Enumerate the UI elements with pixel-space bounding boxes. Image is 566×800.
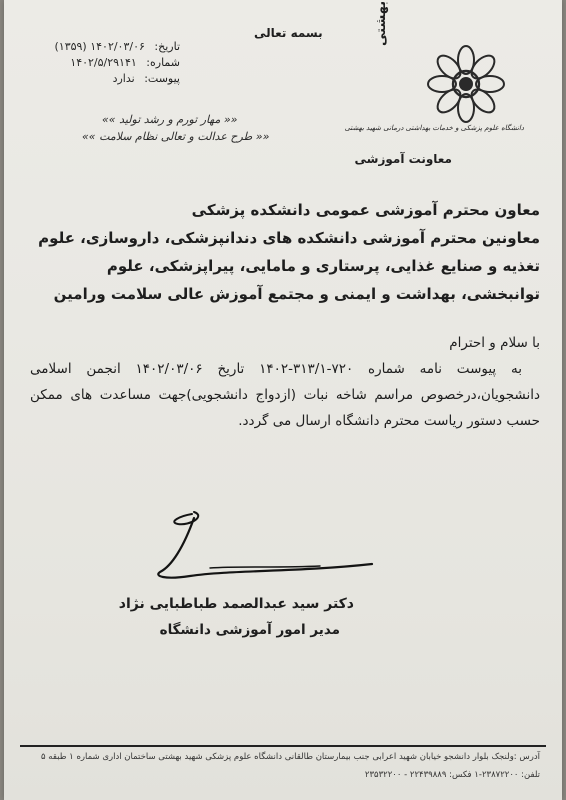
body-paragraph: به پیوست نامه شماره ۷۲۰-۳۱۳/۱-۱۴۰۲ تاریخ ۱۴۰۲/۰۳/۰۶ انجمن اسلامی دانشجویان،درخصوص مراسم شاخه نبات (ازدواج دانشجویی)جهت مساعدت های ممکن حسب دستور ریاست محترم دانشگاه ارسال می گردد.	[30, 361, 540, 429]
addressee-line: معاون محترم آموزشی عمومی دانشکده پزشکی	[191, 201, 540, 219]
slogan-inflation: «« مهار تورم و رشد تولید »»	[102, 113, 238, 126]
basmala: بسمه تعالی	[254, 26, 323, 40]
attachment-row	[30, 72, 180, 85]
university-name: دانشگاه علوم پزشکی و خدمات بهداشتی درمانی شهید بهشتی	[344, 124, 524, 132]
number-value: ۱۴۰۲/۵/۲۹۱۴۱	[70, 56, 137, 69]
number-row	[30, 56, 180, 69]
number-label: شماره:	[146, 56, 180, 69]
footer-address: آدرس :ولنجک بلوار دانشجو خیابان شهید اعرابی جنب بیمارستان طالقانی دانشگاه علوم پزشکی شهید بهشتی ساختمان اداری شماره ۱ طبقه ۵	[41, 752, 540, 762]
date-value: ۱۴۰۲/۰۳/۰۶ (۱۳۵۹)	[54, 40, 145, 53]
footer-telephone: تلفن: ۲۳۸۷۲۲۰۰-۱ فکس: ۲۲۴۳۹۸۸۹ - ۲۳۵۳۲۲۰۰	[364, 770, 540, 780]
signer-name: دکتر سید عبدالصمد طباطبایی نژاد	[118, 596, 354, 612]
addressee-line: معاونین محترم آموزشی دانشکده های دندانپزشکی، داروسازی، علوم تغذیه و صنایع غذایی، پرستاری و مامایی، پیراپزشکی، علوم توانبخشی، بهداشت و ایمنی و مجتمع آموزش عالی سلامت ورامین	[38, 229, 540, 303]
logo-word: بهشتی	[374, 0, 389, 46]
letter-body	[30, 330, 540, 434]
university-logo	[344, 0, 526, 148]
footer-divider	[20, 745, 546, 747]
letter-sheet	[4, 0, 562, 800]
slogan-justice: «« طرح عدالت و تعالی نظام سلامت »»	[82, 130, 270, 143]
attachment-label: پیوست:	[144, 72, 180, 85]
attachment-value: ندارد	[112, 72, 135, 85]
date-row	[30, 40, 180, 53]
department-label: معاونت آموزشی	[354, 152, 452, 166]
signer-title: مدیر امور آموزشی دانشگاه	[159, 622, 340, 638]
date-label: تاریخ:	[154, 40, 180, 53]
greeting: با سلام و احترام	[449, 335, 540, 351]
addressee-block	[30, 196, 540, 308]
